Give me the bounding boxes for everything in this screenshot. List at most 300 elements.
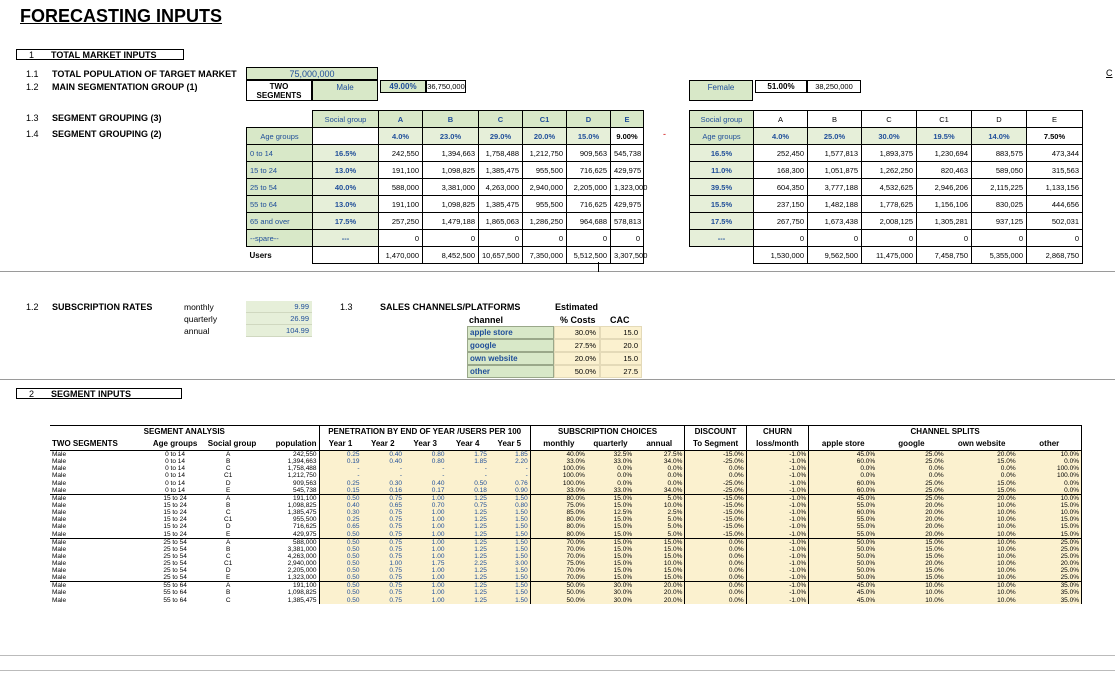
segment-cell[interactable]: 1.00	[404, 596, 446, 603]
segment-cell[interactable]: 0.0%	[877, 472, 945, 479]
segment-cell[interactable]: -15.0%	[685, 494, 746, 502]
segment-cell[interactable]: 15.0%	[587, 546, 634, 553]
segment-cell[interactable]: 1.00	[404, 546, 446, 553]
segment-cell[interactable]: 3.00	[489, 560, 530, 567]
channel-cac-input[interactable]: 15.0	[600, 352, 642, 365]
male-col-pct[interactable]: 23.0%	[423, 128, 479, 145]
segment-cell[interactable]: -1.0%	[746, 494, 809, 502]
segment-cell[interactable]: 15.0%	[587, 560, 634, 567]
segment-cell[interactable]: -15.0%	[685, 451, 746, 459]
segment-cell[interactable]: 10.0%	[877, 596, 945, 603]
segment-cell[interactable]: -1.0%	[746, 589, 809, 596]
segment-cell[interactable]: 0.25	[319, 451, 361, 459]
segment-cell[interactable]: 25.0%	[1018, 567, 1082, 574]
segment-cell[interactable]: 1.00	[404, 531, 446, 539]
segment-cell[interactable]: 15.0%	[587, 502, 634, 509]
segment-cell[interactable]: 10.0%	[946, 567, 1018, 574]
segment-cell[interactable]: 1.25	[446, 509, 488, 516]
segment-cell[interactable]: 0.0%	[634, 472, 685, 479]
segment-cell[interactable]: 10.0%	[1018, 451, 1082, 459]
segment-cell[interactable]: 0.0%	[685, 596, 746, 603]
segment-cell[interactable]: 0.0%	[587, 472, 634, 479]
segment-cell[interactable]: -1.0%	[746, 582, 809, 590]
segment-cell[interactable]: 20.0%	[634, 582, 685, 590]
segment-cell[interactable]: 15.0%	[587, 516, 634, 523]
segment-cell[interactable]: 0.0%	[1018, 480, 1082, 487]
male-age-pct[interactable]: 40.0%	[313, 179, 379, 196]
segment-cell[interactable]: 33.0%	[530, 458, 587, 465]
segment-cell[interactable]: 20.0%	[877, 560, 945, 567]
segment-cell[interactable]: 60.0%	[809, 487, 877, 495]
segment-cell[interactable]: 0.50	[319, 531, 361, 539]
segment-cell[interactable]: 0.0%	[877, 465, 945, 472]
segment-cell[interactable]: 0.16	[362, 487, 404, 495]
segment-cell[interactable]: 33.0%	[530, 487, 587, 495]
segment-cell[interactable]: -15.0%	[685, 523, 746, 530]
female-col-pct[interactable]: 14.0%	[972, 128, 1027, 145]
segment-cell[interactable]: 0.0%	[587, 465, 634, 472]
segment-cell[interactable]: 15.0%	[634, 546, 685, 553]
segment-cell[interactable]: -15.0%	[685, 509, 746, 516]
segment-cell[interactable]: -1.0%	[746, 560, 809, 567]
male-age-pct[interactable]: 13.0%	[313, 196, 379, 213]
male-col-pct[interactable]: 4.0%	[379, 128, 423, 145]
segment-cell[interactable]: 0.80	[489, 502, 530, 509]
segment-cell[interactable]: 0.90	[489, 487, 530, 495]
segment-cell[interactable]: 1.25	[446, 553, 488, 560]
segment-cell[interactable]: 60.0%	[809, 509, 877, 516]
segment-cell[interactable]: 10.0%	[634, 502, 685, 509]
segment-cell[interactable]: -1.0%	[746, 546, 809, 553]
segment-cell[interactable]: 0.75	[362, 494, 404, 502]
segment-cell[interactable]: 0.50	[319, 538, 361, 546]
segment-cell[interactable]: 10.0%	[946, 560, 1018, 567]
segment-cell[interactable]: 0.0%	[685, 560, 746, 567]
segment-cell[interactable]: 60.0%	[809, 458, 877, 465]
segment-cell[interactable]: 1.25	[446, 523, 488, 530]
segment-cell[interactable]: 0.80	[404, 458, 446, 465]
segment-cell[interactable]: 1.25	[446, 582, 488, 590]
male-col-pct[interactable]: 20.0%	[523, 128, 567, 145]
segment-cell[interactable]: 1.50	[489, 516, 530, 523]
segment-cell[interactable]: 10.0%	[946, 546, 1018, 553]
segment-cell[interactable]: 10.0%	[1018, 509, 1082, 516]
segment-cell[interactable]: 5.0%	[634, 523, 685, 530]
segment-cell[interactable]: 70.0%	[530, 553, 587, 560]
segment-cell[interactable]: 35.0%	[1018, 589, 1082, 596]
segment-cell[interactable]: 55.0%	[809, 516, 877, 523]
segment-cell[interactable]: 10.0%	[946, 516, 1018, 523]
segment-cell[interactable]: 15.0%	[634, 574, 685, 582]
channel-cost-input[interactable]: 27.5%	[554, 339, 600, 352]
population-input[interactable]: 75,000,000	[246, 67, 378, 80]
segment-cell[interactable]: 0.0%	[685, 472, 746, 479]
segment-cell[interactable]: 15.0%	[877, 567, 945, 574]
segment-cell[interactable]: 35.0%	[1018, 596, 1082, 603]
segment-cell[interactable]: -	[319, 465, 361, 472]
segment-cell[interactable]: 15.0%	[877, 574, 945, 582]
segment-cell[interactable]: -25.0%	[685, 458, 746, 465]
channel-cost-input[interactable]: 30.0%	[554, 326, 600, 339]
male-age-pct[interactable]: 13.0%	[313, 162, 379, 179]
segment-cell[interactable]: -	[489, 472, 530, 479]
male-col-pct[interactable]: 15.0%	[567, 128, 611, 145]
segment-cell[interactable]: 0.75	[362, 538, 404, 546]
segment-cell[interactable]: 70.0%	[530, 538, 587, 546]
segment-cell[interactable]: 5.0%	[634, 516, 685, 523]
segment-cell[interactable]: 2.20	[489, 458, 530, 465]
segment-cell[interactable]: 20.0%	[877, 502, 945, 509]
segment-cell[interactable]: 80.0%	[530, 516, 587, 523]
segment-cell[interactable]: 25.0%	[1018, 574, 1082, 582]
segment-cell[interactable]: 0.40	[362, 451, 404, 459]
segment-cell[interactable]: -1.0%	[746, 596, 809, 603]
segment-cell[interactable]: 0.50	[319, 574, 361, 582]
segment-cell[interactable]: 0.50	[446, 480, 488, 487]
segment-cell[interactable]: 1.00	[404, 523, 446, 530]
segment-cell[interactable]: 50.0%	[530, 589, 587, 596]
segment-cell[interactable]: 30.0%	[587, 589, 634, 596]
segment-cell[interactable]: 0.19	[319, 458, 361, 465]
segment-cell[interactable]: 1.50	[489, 509, 530, 516]
segment-cell[interactable]: -	[319, 472, 361, 479]
segment-cell[interactable]: 80.0%	[530, 531, 587, 539]
segment-cell[interactable]: 15.0%	[946, 458, 1018, 465]
segment-cell[interactable]: 0.30	[319, 509, 361, 516]
segment-cell[interactable]: -1.0%	[746, 509, 809, 516]
segment-cell[interactable]: 10.0%	[946, 596, 1018, 603]
segment-cell[interactable]: 55.0%	[809, 502, 877, 509]
segment-cell[interactable]: 20.0%	[877, 509, 945, 516]
segment-cell[interactable]: 0.70	[404, 502, 446, 509]
segment-cell[interactable]: 25.0%	[877, 494, 945, 502]
segment-cell[interactable]: 1.25	[446, 596, 488, 603]
female-age-pct[interactable]: 17.5%	[690, 213, 754, 230]
segment-cell[interactable]: 50.0%	[809, 538, 877, 546]
segment-cell[interactable]: 10.0%	[946, 582, 1018, 590]
segment-cell[interactable]: 100.0%	[530, 472, 587, 479]
segment-cell[interactable]: 0.0%	[685, 589, 746, 596]
segment-cell[interactable]: 70.0%	[530, 546, 587, 553]
segment-cell[interactable]: 1.00	[404, 574, 446, 582]
segment-cell[interactable]: 45.0%	[809, 596, 877, 603]
segment-cell[interactable]: 15.0%	[587, 574, 634, 582]
segment-cell[interactable]: 0.18	[446, 487, 488, 495]
segment-cell[interactable]: 10.0%	[946, 509, 1018, 516]
segment-cell[interactable]: 25.0%	[877, 451, 945, 459]
segment-cell[interactable]: 2.5%	[634, 509, 685, 516]
segment-cell[interactable]: 1.50	[489, 582, 530, 590]
segment-cell[interactable]: 0.0%	[587, 480, 634, 487]
segment-cell[interactable]: 20.0%	[634, 596, 685, 603]
segment-cell[interactable]: -15.0%	[685, 502, 746, 509]
segment-cell[interactable]: 15.0%	[1018, 523, 1082, 530]
segment-cell[interactable]: 1.00	[362, 560, 404, 567]
segment-cell[interactable]: 0.75	[362, 567, 404, 574]
segment-cell[interactable]: 25.0%	[1018, 553, 1082, 560]
segment-cell[interactable]: 75.0%	[530, 560, 587, 567]
segment-cell[interactable]: 15.0%	[634, 538, 685, 546]
segment-cell[interactable]: 45.0%	[809, 494, 877, 502]
segment-cell[interactable]: 1.50	[489, 574, 530, 582]
segment-cell[interactable]: 0.75	[362, 574, 404, 582]
segment-cell[interactable]: 0.75	[362, 531, 404, 539]
segment-cell[interactable]: 34.0%	[634, 458, 685, 465]
segment-cell[interactable]: 10.0%	[877, 589, 945, 596]
segment-cell[interactable]: 1.25	[446, 567, 488, 574]
segment-cell[interactable]: 1.50	[489, 589, 530, 596]
segment-cell[interactable]: 10.0%	[946, 538, 1018, 546]
segment-cell[interactable]: 55.0%	[809, 531, 877, 539]
segment-cell[interactable]: 60.0%	[809, 480, 877, 487]
segment-cell[interactable]: 0.75	[362, 589, 404, 596]
segment-cell[interactable]: 1.75	[404, 560, 446, 567]
rate-price-input[interactable]: 9.99	[246, 301, 312, 313]
segment-cell[interactable]: 1.50	[489, 538, 530, 546]
segment-cell[interactable]: 10.0%	[634, 560, 685, 567]
segment-cell[interactable]: 1.00	[404, 589, 446, 596]
segment-cell[interactable]: -	[446, 472, 488, 479]
segment-cell[interactable]: 0.25	[319, 480, 361, 487]
female-age-pct[interactable]: 16.5%	[690, 145, 754, 162]
segment-cell[interactable]: 15.0%	[634, 553, 685, 560]
male-age-pct[interactable]: ---	[313, 230, 379, 247]
segment-cell[interactable]: 25.0%	[877, 458, 945, 465]
segment-cell[interactable]: 10.0%	[946, 502, 1018, 509]
channel-cac-input[interactable]: 27.5	[600, 365, 642, 378]
segment-cell[interactable]: 0.50	[319, 582, 361, 590]
segment-cell[interactable]: 0.30	[362, 480, 404, 487]
segment-cell[interactable]: 0.50	[319, 596, 361, 603]
segment-cell[interactable]: 10.0%	[877, 582, 945, 590]
male-col-pct[interactable]: 29.0%	[479, 128, 523, 145]
segment-cell[interactable]: 20.0%	[1018, 560, 1082, 567]
segment-cell[interactable]: 0.0%	[685, 546, 746, 553]
segment-cell[interactable]: 1.00	[404, 516, 446, 523]
channel-cac-input[interactable]: 20.0	[600, 339, 642, 352]
segment-cell[interactable]: 1.25	[446, 494, 488, 502]
segment-cell[interactable]: 10.0%	[946, 574, 1018, 582]
male-pct-input[interactable]: 49.00%	[380, 80, 426, 93]
segment-cell[interactable]: 33.0%	[587, 458, 634, 465]
segment-cell[interactable]: 15.0%	[877, 546, 945, 553]
segment-cell[interactable]: 0.40	[362, 458, 404, 465]
segment-cell[interactable]: 15.0%	[587, 494, 634, 502]
segment-cell[interactable]: 0.50	[319, 567, 361, 574]
segment-cell[interactable]: 1.50	[489, 523, 530, 530]
segment-cell[interactable]: 10.0%	[946, 553, 1018, 560]
segment-cell[interactable]: 0.0%	[946, 472, 1018, 479]
segment-cell[interactable]: -1.0%	[746, 574, 809, 582]
segment-cell[interactable]: 5.0%	[634, 494, 685, 502]
segment-cell[interactable]: 0.65	[319, 523, 361, 530]
segment-cell[interactable]: -1.0%	[746, 502, 809, 509]
segment-cell[interactable]: 1.00	[404, 509, 446, 516]
female-col-pct[interactable]: 19.5%	[917, 128, 972, 145]
segment-cell[interactable]: 25.0%	[877, 480, 945, 487]
segment-cell[interactable]: 80.0%	[530, 523, 587, 530]
segment-cell[interactable]: 15.0%	[877, 553, 945, 560]
segment-cell[interactable]: 50.0%	[530, 596, 587, 603]
segment-cell[interactable]: 10.0%	[946, 523, 1018, 530]
segment-cell[interactable]: 15.0%	[946, 487, 1018, 495]
segment-cell[interactable]: 2.25	[446, 560, 488, 567]
segment-cell[interactable]: 0.17	[404, 487, 446, 495]
segment-cell[interactable]: 10.0%	[1018, 494, 1082, 502]
segment-cell[interactable]: 55.0%	[809, 523, 877, 530]
segment-cell[interactable]: -1.0%	[746, 523, 809, 530]
segment-cell[interactable]: 27.5%	[634, 451, 685, 459]
segment-cell[interactable]: 0.75	[362, 509, 404, 516]
segment-cell[interactable]: 1.25	[446, 589, 488, 596]
segment-cell[interactable]: 15.0%	[946, 480, 1018, 487]
segment-cell[interactable]: 15.0%	[587, 523, 634, 530]
segment-cell[interactable]: 1.25	[446, 516, 488, 523]
segment-cell[interactable]: 100.0%	[1018, 465, 1082, 472]
segment-cell[interactable]: 15.0%	[1018, 502, 1082, 509]
segment-cell[interactable]: 20.0%	[946, 494, 1018, 502]
segment-cell[interactable]: 50.0%	[530, 582, 587, 590]
segment-cell[interactable]: 0.0%	[634, 480, 685, 487]
segment-cell[interactable]: 1.85	[489, 451, 530, 459]
segment-cell[interactable]: 25.0%	[1018, 546, 1082, 553]
segment-cell[interactable]: 0.40	[319, 502, 361, 509]
segment-cell[interactable]: 20.0%	[877, 531, 945, 539]
segment-cell[interactable]: -	[404, 472, 446, 479]
segment-cell[interactable]: 1.00	[404, 567, 446, 574]
segment-cell[interactable]: 30.0%	[587, 596, 634, 603]
segment-cell[interactable]: 50.0%	[809, 546, 877, 553]
segment-cell[interactable]: -	[404, 465, 446, 472]
segment-cell[interactable]: 20.0%	[634, 589, 685, 596]
segment-cell[interactable]: 0.75	[362, 553, 404, 560]
segment-cell[interactable]: 1.00	[404, 494, 446, 502]
segment-cell[interactable]: 100.0%	[530, 465, 587, 472]
segment-cell[interactable]: 45.0%	[809, 451, 877, 459]
segment-cell[interactable]: 33.0%	[587, 487, 634, 495]
female-col-pct[interactable]: 25.0%	[808, 128, 862, 145]
segment-cell[interactable]: 70.0%	[530, 574, 587, 582]
segment-cell[interactable]: 15.0%	[877, 538, 945, 546]
segment-cell[interactable]: 1.25	[446, 538, 488, 546]
segment-cell[interactable]: 100.0%	[1018, 472, 1082, 479]
segment-cell[interactable]: 85.0%	[530, 509, 587, 516]
segment-cell[interactable]: 0.0%	[1018, 487, 1082, 495]
female-col-pct[interactable]: 4.0%	[754, 128, 808, 145]
segment-cell[interactable]: 0.0%	[685, 567, 746, 574]
segment-cell[interactable]: 10.0%	[946, 531, 1018, 539]
segment-cell[interactable]: 34.0%	[634, 487, 685, 495]
female-age-pct[interactable]: ---	[690, 230, 754, 247]
female-age-pct[interactable]: 15.5%	[690, 196, 754, 213]
segment-cell[interactable]: 0.0%	[685, 465, 746, 472]
segment-cell[interactable]: 0.0%	[685, 582, 746, 590]
segment-cell[interactable]: 45.0%	[809, 582, 877, 590]
segment-cell[interactable]: 1.50	[489, 531, 530, 539]
segment-cell[interactable]: 35.0%	[1018, 582, 1082, 590]
segment-cell[interactable]: -1.0%	[746, 487, 809, 495]
segment-cell[interactable]: 100.0%	[530, 480, 587, 487]
segment-cell[interactable]: 0.40	[404, 480, 446, 487]
segment-cell[interactable]: 80.0%	[530, 494, 587, 502]
segment-cell[interactable]: 0.50	[319, 560, 361, 567]
segment-cell[interactable]: 0.76	[489, 480, 530, 487]
segment-cell[interactable]: 12.5%	[587, 509, 634, 516]
segment-cell[interactable]: 50.0%	[809, 567, 877, 574]
segment-cell[interactable]: 15.0%	[1018, 516, 1082, 523]
segment-cell[interactable]: 15.0%	[634, 567, 685, 574]
segment-cell[interactable]: 0.0%	[685, 538, 746, 546]
segment-cell[interactable]: 10.0%	[946, 589, 1018, 596]
segment-cell[interactable]: 1.50	[489, 596, 530, 603]
female-col-pct[interactable]: 30.0%	[862, 128, 917, 145]
segment-cell[interactable]: 0.75	[362, 546, 404, 553]
segment-cell[interactable]: 75.0%	[530, 502, 587, 509]
segment-cell[interactable]: 25.0%	[877, 487, 945, 495]
segment-cell[interactable]: -15.0%	[685, 531, 746, 539]
segment-cell[interactable]: 0.0%	[946, 465, 1018, 472]
segment-cell[interactable]: -	[446, 465, 488, 472]
segment-cell[interactable]: -1.0%	[746, 567, 809, 574]
segment-cell[interactable]: 20.0%	[946, 451, 1018, 459]
segment-cell[interactable]: 0.75	[362, 582, 404, 590]
segment-cell[interactable]: -1.0%	[746, 480, 809, 487]
segment-cell[interactable]: 1.00	[404, 582, 446, 590]
segment-cell[interactable]: 15.0%	[587, 538, 634, 546]
segment-cell[interactable]: 1.25	[446, 546, 488, 553]
segment-cell[interactable]: 0.0%	[809, 465, 877, 472]
segment-cell[interactable]: -1.0%	[746, 458, 809, 465]
segment-cell[interactable]: 0.75	[362, 516, 404, 523]
segment-cell[interactable]: 30.0%	[587, 582, 634, 590]
segment-cell[interactable]: 15.0%	[587, 531, 634, 539]
segment-cell[interactable]: 0.50	[319, 494, 361, 502]
segment-cell[interactable]: 40.0%	[530, 451, 587, 459]
segment-cell[interactable]: 0.50	[319, 553, 361, 560]
segment-cell[interactable]: 0.75	[446, 502, 488, 509]
segment-cell[interactable]: 0.0%	[809, 472, 877, 479]
segment-cell[interactable]: 1.25	[446, 531, 488, 539]
channel-cost-input[interactable]: 20.0%	[554, 352, 600, 365]
female-age-pct[interactable]: 11.0%	[690, 162, 754, 179]
segment-cell[interactable]: -1.0%	[746, 451, 809, 459]
rate-price-input[interactable]: 104.99	[246, 325, 312, 337]
segment-cell[interactable]: 15.0%	[587, 553, 634, 560]
segment-cell[interactable]: 0.50	[319, 546, 361, 553]
segment-cell[interactable]: 50.0%	[809, 574, 877, 582]
channel-cost-input[interactable]: 50.0%	[554, 365, 600, 378]
channel-cac-input[interactable]: 15.0	[600, 326, 642, 339]
female-age-pct[interactable]: 39.5%	[690, 179, 754, 196]
segment-cell[interactable]: 20.0%	[877, 516, 945, 523]
segment-cell[interactable]: 0.0%	[685, 553, 746, 560]
segment-cell[interactable]: -1.0%	[746, 538, 809, 546]
female-pct-input[interactable]: 51.00%	[755, 80, 807, 93]
segment-cell[interactable]: -1.0%	[746, 516, 809, 523]
segment-cell[interactable]: 15.0%	[1018, 531, 1082, 539]
segment-cell[interactable]: 0.0%	[634, 465, 685, 472]
segment-cell[interactable]: 0.15	[319, 487, 361, 495]
segment-cell[interactable]: -1.0%	[746, 553, 809, 560]
segment-cell[interactable]: 1.75	[446, 451, 488, 459]
segment-cell[interactable]: -	[362, 472, 404, 479]
segment-cell[interactable]: 15.0%	[587, 567, 634, 574]
segment-cell[interactable]: 1.00	[404, 538, 446, 546]
segment-cell[interactable]: 50.0%	[809, 553, 877, 560]
segment-cell[interactable]: 32.5%	[587, 451, 634, 459]
segment-cell[interactable]: 50.0%	[809, 560, 877, 567]
segment-cell[interactable]: 45.0%	[809, 589, 877, 596]
